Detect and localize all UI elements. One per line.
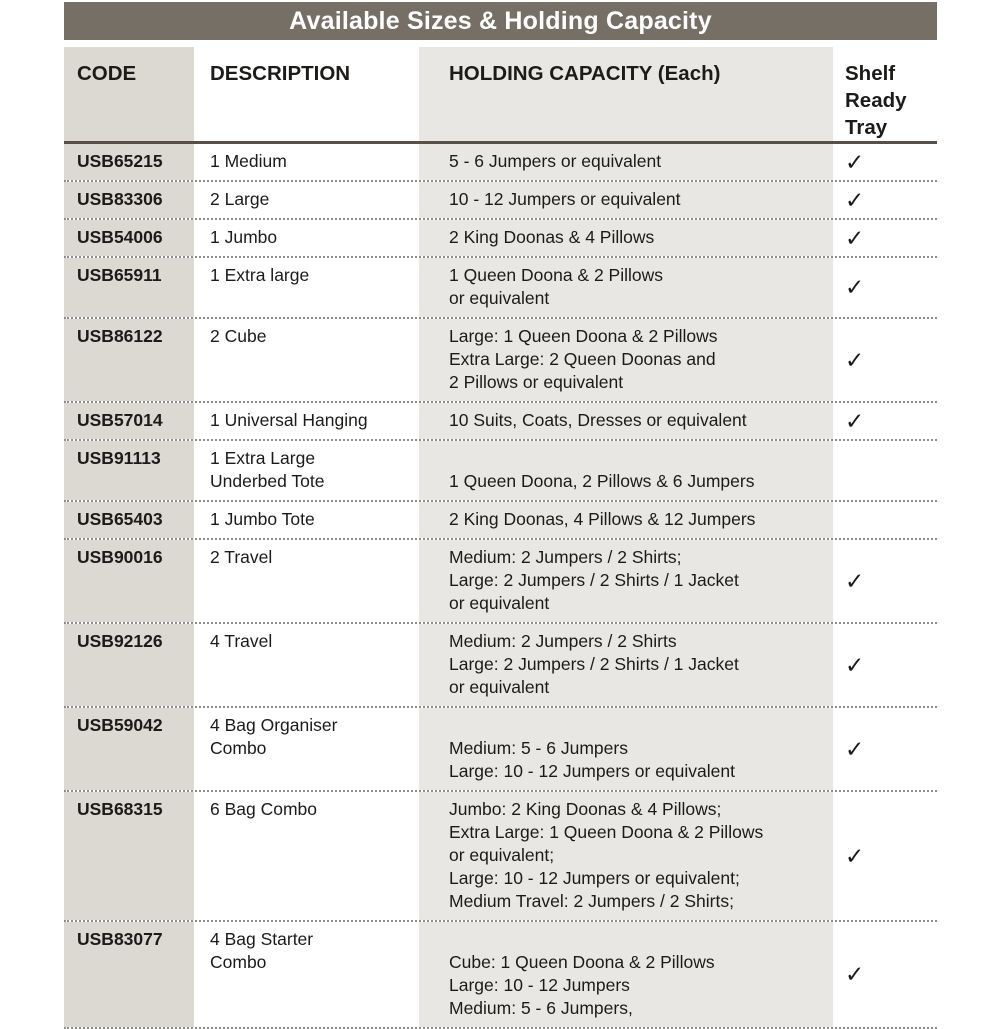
code-cell: USB83306 [64,182,194,218]
checkmark-icon: ✓ [845,224,865,251]
text-line: Large: 2 Jumpers / 2 Shirts / 1 Jacket [449,570,739,590]
text-line: 4 Travel [210,631,273,651]
shelf-ready-cell [833,441,937,500]
text-line: 2 Travel [210,547,273,567]
capacity-cell [419,258,833,317]
capacity-cell [419,220,833,256]
shelf-ready-cell [833,220,937,256]
description-cell [194,403,419,439]
text-line: 2 Large [210,189,270,209]
shelf-ready-cell [833,403,937,439]
capacity-table [64,2,937,1029]
text-line: 10 Suits, Coats, Dresses or equivalent [449,410,747,430]
text-line: 1 Queen Doona, 2 Pillows & 6 Jumpers [449,471,755,491]
text-line: Cube: 1 Queen Doona & 2 Pillows [449,952,715,972]
text-line: or equivalent; [449,845,555,865]
table-title: Available Sizes & Holding Capacity [64,2,937,40]
table-row [64,319,937,403]
text-line: or equivalent [449,593,550,613]
text-line: Large: 1 Queen Doona & 2 Pillows [449,326,718,346]
code-cell: USB92126 [64,624,194,706]
table-row [64,922,937,1029]
capacity-cell [419,403,833,439]
text-line: Medium: 2 Jumpers / 2 Shirts [449,631,677,651]
text-line: 1 Jumbo Tote [210,509,315,529]
capacity-cell [419,708,833,790]
text-line: Large: 2 Jumpers / 2 Shirts / 1 Jacket [449,654,739,674]
code-cell: USB68315 [64,792,194,920]
header-shelf-ready-tray: Shelf Ready Tray [833,47,937,141]
checkmark-icon: ✓ [845,407,865,434]
capacity-cell [419,922,833,1027]
text-line [449,714,825,737]
text-line: 2 King Doonas & 4 Pillows [449,227,655,247]
code-cell: USB65911 [64,258,194,317]
code-cell: USB59042 [64,708,194,790]
text-line: Medium Travel: 2 Jumpers / 2 Shirts; [449,891,734,911]
title-gap [64,40,937,47]
table-row [64,624,937,708]
text-line: 1 Jumbo [210,227,278,247]
table-row [64,540,937,624]
description-cell [194,922,419,1027]
table-row [64,258,937,319]
checkmark-icon: ✓ [845,186,865,213]
text-line: 10 - 12 Jumpers or equivalent [449,189,681,209]
checkmark-icon: ✓ [845,651,865,678]
shelf-ready-cell [833,258,937,317]
code-cell: USB65215 [64,144,194,180]
description-cell [194,441,419,500]
code-cell: USB54006 [64,220,194,256]
description-cell [194,792,419,920]
table-row [64,792,937,922]
text-line: Extra Large: 2 Queen Doonas and [449,349,716,369]
capacity-cell [419,144,833,180]
text-line: Combo [210,738,267,758]
table-body [64,144,937,1029]
capacity-cell [419,502,833,538]
text-line: 1 Extra large [210,265,310,285]
table-row [64,220,937,258]
header-description: DESCRIPTION [194,47,419,141]
description-cell [194,502,419,538]
shelf-ready-cell [833,144,937,180]
capacity-cell [419,441,833,500]
table-row [64,182,937,220]
description-cell [194,540,419,622]
shelf-ready-cell [833,922,937,1027]
description-cell [194,624,419,706]
text-line: 1 Extra Large [210,448,316,468]
code-cell: USB83077 [64,922,194,1027]
description-cell [194,182,419,218]
table-row [64,441,937,502]
description-cell [194,319,419,401]
text-line: 2 Cube [210,326,267,346]
shelf-ready-cell [833,624,937,706]
text-line: Combo [210,952,267,972]
shelf-ready-cell [833,182,937,218]
code-cell: USB86122 [64,319,194,401]
text-line: Large: 10 - 12 Jumpers or equivalent; [449,868,740,888]
text-line: Medium: 5 - 6 Jumpers, [449,998,633,1018]
code-cell: USB90016 [64,540,194,622]
description-cell [194,144,419,180]
checkmark-icon: ✓ [845,148,865,175]
shelf-ready-cell [833,319,937,401]
text-line: 1 Queen Doona & 2 Pillows [449,265,664,285]
description-cell [194,220,419,256]
text-line: or equivalent [449,288,550,308]
shelf-ready-cell [833,708,937,790]
description-cell [194,708,419,790]
shelf-ready-cell [833,792,937,920]
text-line: 4 Bag Organiser [210,715,338,735]
capacity-cell [419,319,833,401]
header-code: CODE [64,47,194,141]
text-line: 5 - 6 Jumpers or equivalent [449,151,662,171]
table-row [64,144,937,182]
text-line: Underbed Tote [210,471,325,491]
code-cell: USB65403 [64,502,194,538]
text-line: Medium: 2 Jumpers / 2 Shirts; [449,547,682,567]
text-line: 1 Universal Hanging [210,410,368,430]
checkmark-icon: ✓ [845,346,865,373]
table-row [64,403,937,441]
table-row [64,708,937,792]
text-line: 2 Pillows or equivalent [449,372,624,392]
text-line: Jumbo: 2 King Doonas & 4 Pillows; [449,799,722,819]
capacity-cell [419,182,833,218]
capacity-cell [419,624,833,706]
text-line: 2 King Doonas, 4 Pillows & 12 Jumpers [449,509,756,529]
text-line [449,928,825,951]
text-line: Medium: 5 - 6 Jumpers [449,738,628,758]
capacity-cell [419,540,833,622]
text-line: Extra Large: 1 Queen Doona & 2 Pillows [449,822,764,842]
code-cell: USB91113 [64,441,194,500]
text-line: 1 Medium [210,151,287,171]
text-line [449,447,825,470]
checkmark-icon: ✓ [845,842,865,869]
checkmark-icon: ✓ [845,567,865,594]
text-line: Large: 10 - 12 Jumpers or equivalent [449,761,735,781]
description-cell [194,258,419,317]
text-line: Large: 10 - 12 Jumpers [449,975,630,995]
capacity-cell [419,792,833,920]
checkmark-icon: ✓ [845,735,865,762]
code-cell: USB57014 [64,403,194,439]
table-row [64,502,937,540]
text-line: 6 Bag Combo [210,799,318,819]
checkmark-icon: ✓ [845,274,865,300]
table-header [64,47,937,144]
shelf-ready-cell [833,540,937,622]
text-line: 4 Bag Starter [210,929,314,949]
shelf-ready-cell [833,502,937,538]
text-line: or equivalent [449,677,550,697]
header-holding-capacity: HOLDING CAPACITY (Each) [419,47,833,141]
checkmark-icon: ✓ [845,961,865,987]
